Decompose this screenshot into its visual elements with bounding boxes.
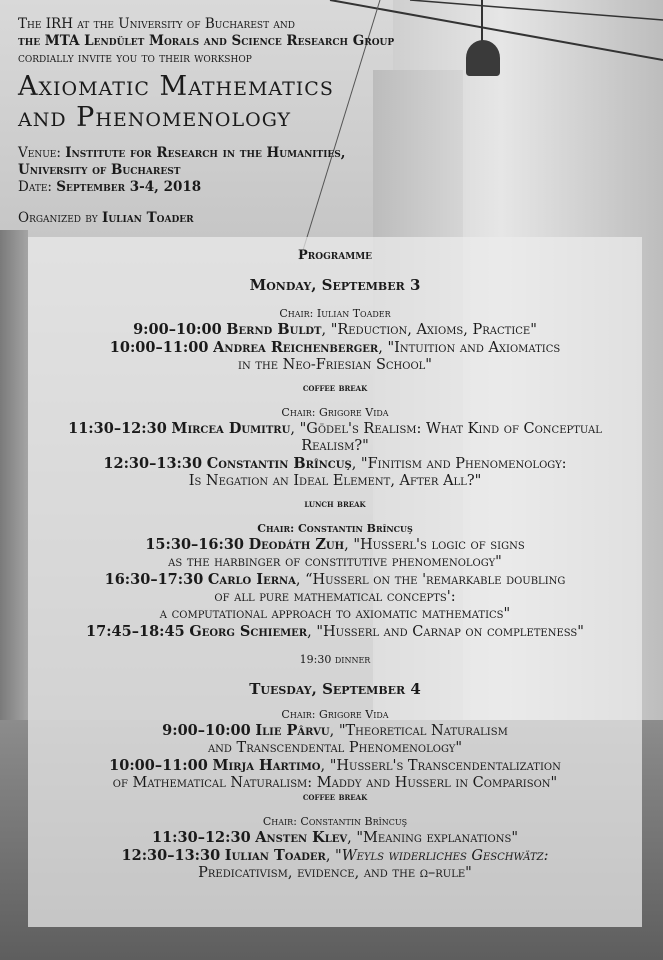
invite-line-1: The IRH at the University of Bucharest and: [18, 16, 295, 32]
building-left: [0, 230, 28, 750]
header: [18, 16, 458, 226]
talk: 12:30–13:30 Constantin Brîncuş, "Finitism and Phenomenology:: [103, 455, 567, 472]
coffee-break: coffee break: [302, 792, 368, 803]
talk-continued: Is Negation an Ideal Element, After All?": [188, 473, 482, 489]
talk: 10:00–11:00 Andrea Reichenberger, "Intuition and Axiomatics: [109, 339, 561, 356]
talk: 17:45–18:45 Georg Schiemer, "Husserl and Carnap on completeness": [86, 623, 584, 640]
talk: 9:00–10:00 Bernd Buldt, "Reduction, Axioms, Practice": [133, 321, 537, 338]
talk-continued: of all pure mathematical concepts':: [214, 589, 456, 605]
talk-continued: and Transcendental Phenomenology": [207, 740, 463, 756]
talk-continued: as the harbinger of constitutive phenomenology": [168, 554, 502, 570]
invite-line-2: the MTA Lendület Morals and Science Research Group: [18, 33, 395, 49]
organizer-name: Iulian Toader: [102, 210, 194, 226]
talk-continued: in the Neo-Friesian School": [238, 357, 432, 373]
chair-label: Chair: Grigore Vida: [281, 708, 389, 721]
day-tuesday: Tuesday, September 4: [249, 680, 421, 698]
date-value: September 3-4, 2018: [56, 179, 202, 195]
talk-continued: Predicativism, evidence, and the ω–rule": [198, 865, 472, 881]
organized-by: [18, 210, 458, 226]
talk: 11:30–12:30 Ansten Klev, "Meaning explanations": [152, 829, 518, 846]
venue-value-2: University of Bucharest: [18, 162, 181, 178]
venue: [18, 145, 458, 196]
chair-label: Chair: Iulian Toader: [279, 307, 391, 320]
day-monday: Monday, September 3: [249, 276, 421, 294]
title-line-1: Axiomatic Mathematics: [18, 71, 334, 102]
talk: 10:00–11:00 Mirja Hartimo, "Husserl's Transcendentalization: [109, 757, 561, 774]
talk: 15:30–16:30 Deodáth Zuh, "Husserl's logic of signs: [145, 536, 525, 553]
venue-value: Institute for Research in the Humanities,: [65, 145, 346, 161]
venue-label: Venue:: [18, 145, 61, 161]
talk-continued: a computational approach to axiomatic mathematics": [159, 606, 511, 622]
talk: 16:30–17:30 Carlo Ierna, “Husserl on the 'remarkable doubling: [104, 571, 566, 588]
dinner: 19:30 dinner: [299, 653, 371, 666]
talk-continued: Realism?": [301, 438, 369, 454]
talk: 11:30–12:30 Mircea Dumitru, "Gödel's Realism: What Kind of Conceptual: [68, 420, 602, 437]
invite-line-3: cordially invite you to their workshop: [18, 50, 252, 66]
chair-label: Chair: Constantin Brîncuş: [257, 522, 413, 535]
date-label: Date:: [18, 179, 52, 195]
talk-continued: of Mathematical Naturalism: Maddy and Husserl in Comparison": [112, 775, 558, 791]
talk: 12:30–13:30 Iulian Toader, "Weyls widerliches Geschwätz:: [121, 847, 549, 864]
street-lamp: [466, 40, 500, 76]
programme: [28, 248, 642, 882]
chair-label: Chair: Grigore Vida: [281, 406, 389, 419]
lunch-break: lunch break: [304, 499, 366, 510]
title-line-2: and Phenomenology: [18, 102, 292, 133]
organized-label: Organized by: [18, 210, 98, 226]
coffee-break: coffee break: [302, 383, 368, 394]
programme-heading: Programme: [297, 248, 373, 263]
talk: 9:00–10:00 Ilie Pârvu, "Theoretical Naturalism: [162, 722, 508, 739]
chair-label: Chair: Constantin Brîncuş: [262, 815, 408, 828]
